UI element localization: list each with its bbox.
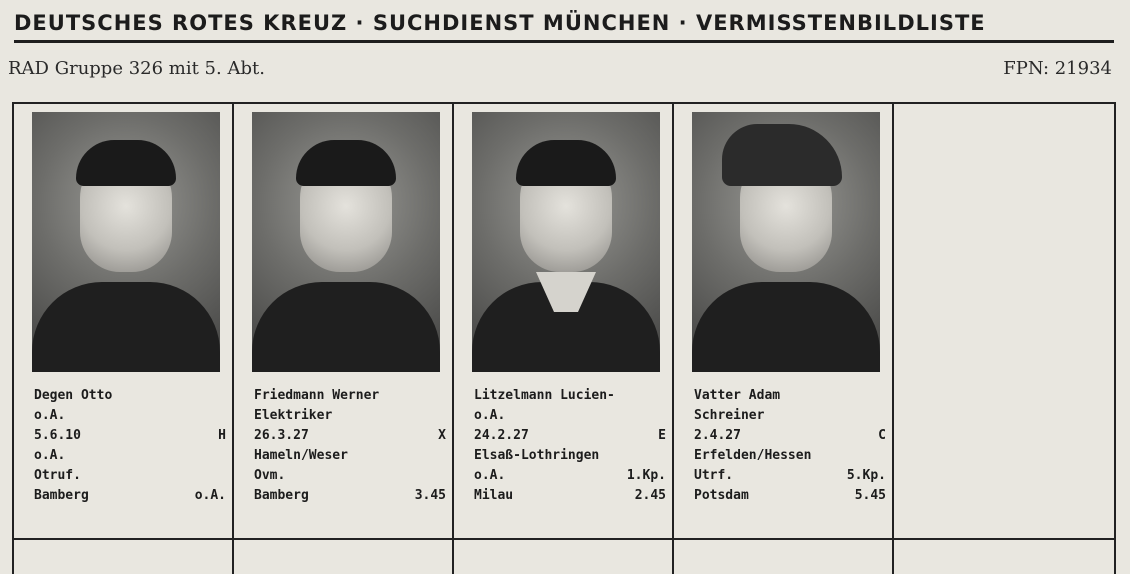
person-last-location: Bamberg (254, 488, 309, 503)
person-code: E (658, 428, 666, 443)
person-last-date: 3.45 (414, 488, 446, 503)
grid-divider (672, 104, 674, 574)
person-birthdate: 24.2.27 (474, 428, 529, 443)
person-photo (472, 112, 660, 372)
grid-divider (232, 104, 234, 574)
person-photo (32, 112, 220, 372)
person-info (474, 386, 666, 506)
person-occupation: o.A. (34, 408, 66, 423)
person-rank: Ovm. (254, 468, 286, 483)
person-code: H (218, 428, 226, 443)
person-last-location: Potsdam (694, 488, 749, 503)
person-info (34, 386, 226, 506)
person-birthplace: Erfelden/Hessen (694, 448, 812, 463)
grid-divider (892, 104, 894, 574)
page-title: DEUTSCHES ROTES KREUZ · SUCHDIENST MÜNCHEN · VERMISSTENBILDLISTE (14, 6, 1114, 43)
person-rank: o.A. (474, 468, 506, 483)
person-info (254, 386, 446, 506)
grid-divider (452, 104, 454, 574)
person-rank: Otruf. (34, 468, 81, 483)
grid-row-divider (14, 538, 1114, 540)
person-last-location: Milau (474, 488, 514, 503)
person-birthdate: 2.4.27 (694, 428, 741, 443)
person-occupation: Elektriker (254, 408, 333, 423)
person-last-location: Bamberg (34, 488, 89, 503)
person-name: Friedmann Werner (254, 388, 380, 403)
person-occupation: o.A. (474, 408, 506, 423)
person-occupation: Schreiner (694, 408, 765, 423)
person-name: Litzelmann Lucien- (474, 388, 615, 403)
person-birthplace: Elsaß-Lothringen (474, 448, 600, 463)
person-card (466, 112, 666, 506)
person-last-date: 2.45 (634, 488, 666, 503)
person-last-date: 5.45 (854, 488, 886, 503)
person-last-date: o.A. (194, 488, 226, 503)
person-photo (252, 112, 440, 372)
person-birthdate: 5.6.10 (34, 428, 81, 443)
person-unit: 1.Kp. (626, 468, 666, 483)
person-photo (692, 112, 880, 372)
person-birthplace: Hameln/Weser (254, 448, 348, 463)
person-rank: Utrf. (694, 468, 734, 483)
person-card (246, 112, 446, 506)
person-birthdate: 26.3.27 (254, 428, 309, 443)
fpn-label: FPN: 21934 (1003, 58, 1112, 79)
person-code: C (878, 428, 886, 443)
person-name: Degen Otto (34, 388, 113, 403)
person-grid (12, 102, 1116, 574)
unit-label: RAD Gruppe 326 mit 5. Abt. (8, 58, 265, 79)
person-name: Vatter Adam (694, 388, 781, 403)
person-code: X (438, 428, 446, 443)
person-info (694, 386, 886, 506)
person-card (26, 112, 226, 506)
person-card (686, 112, 886, 506)
person-birthplace: o.A. (34, 448, 66, 463)
person-unit: 5.Kp. (846, 468, 886, 483)
